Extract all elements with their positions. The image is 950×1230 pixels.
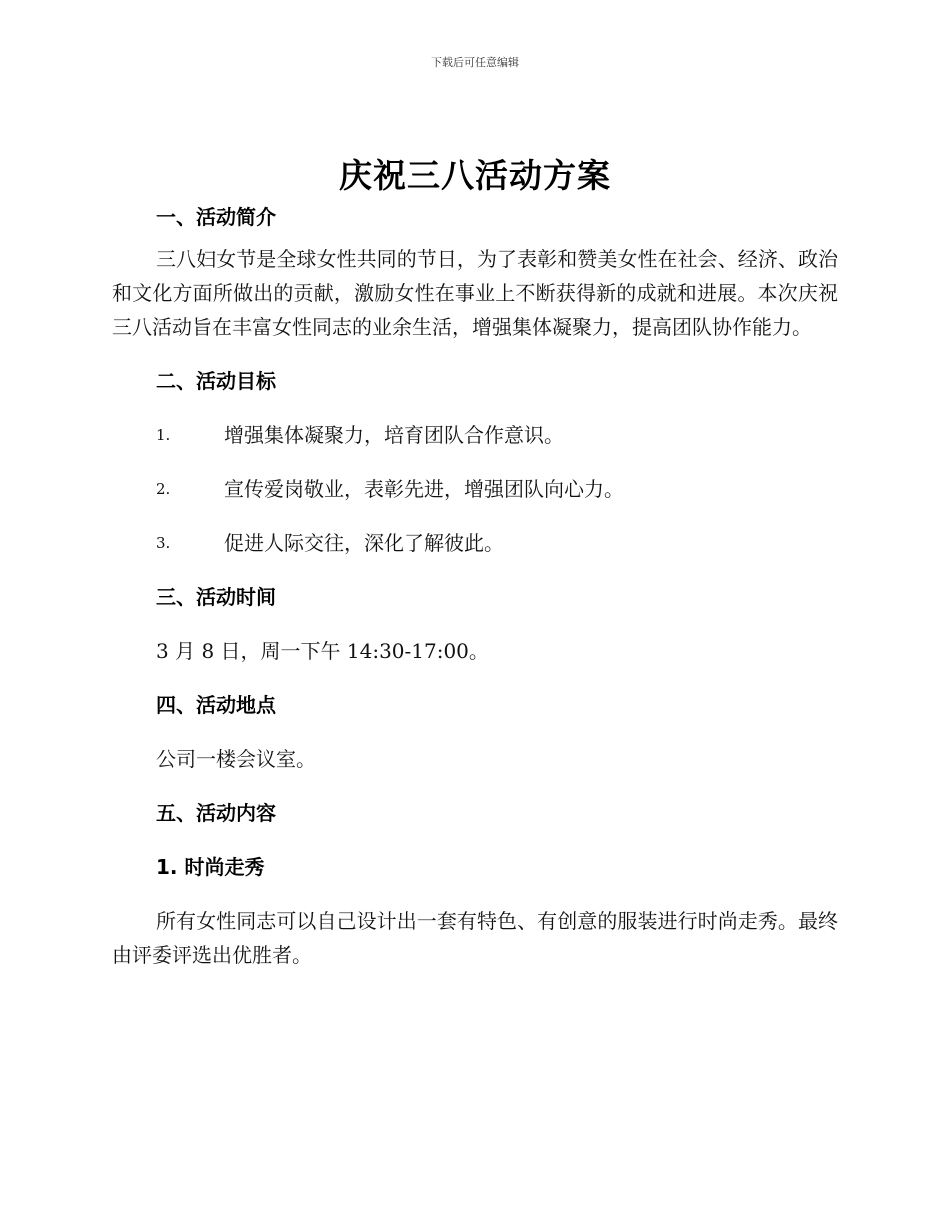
place-text: 公司一楼会议室。 [156,747,316,771]
document-body [112,200,838,972]
section-heading-intro: 一、活动简介 [156,205,276,229]
goal-text: 促进人际交往，深化了解彼此。 [224,531,504,555]
goal-item [112,472,838,506]
goal-item [112,526,838,560]
subsection-heading-fashion-show: 1. 时尚走秀 [156,855,265,879]
goal-number: 2. [156,480,171,498]
section-heading-goals: 二、活动目标 [156,369,276,393]
goal-item [112,418,838,452]
fashion-show-paragraph: 所有女性同志可以自己设计出一套有特色、有创意的服装进行时尚走秀。最终由评委评选出优胜者。 [112,909,838,967]
goal-text: 宣传爱岗敬业，表彰先进，增强团队向心力。 [224,477,624,501]
intro-paragraph: 三八妇女节是全球女性共同的节日，为了表彰和赞美女性在社会、经济、政治和文化方面所做出的贡献，激励女性在事业上不断获得新的成就和进展。本次庆祝三八活动旨在丰富女性同志的业余生活，增强集体凝聚力，提高团队协作能力。 [112,247,838,339]
page-header: 下载后可任意编辑 [431,56,519,69]
section-heading-time: 三、活动时间 [156,585,276,609]
goal-number: 1. [156,426,171,444]
goal-number: 3. [156,534,171,552]
time-text: 3 月 8 日，周一下午 14:30-17:00。 [156,639,489,663]
section-heading-content: 五、活动内容 [156,801,276,825]
goal-text: 增强集体凝聚力，培育团队合作意识。 [224,423,564,447]
section-heading-place: 四、活动地点 [156,693,276,717]
document-title: 庆祝三八活动方案 [339,156,611,195]
